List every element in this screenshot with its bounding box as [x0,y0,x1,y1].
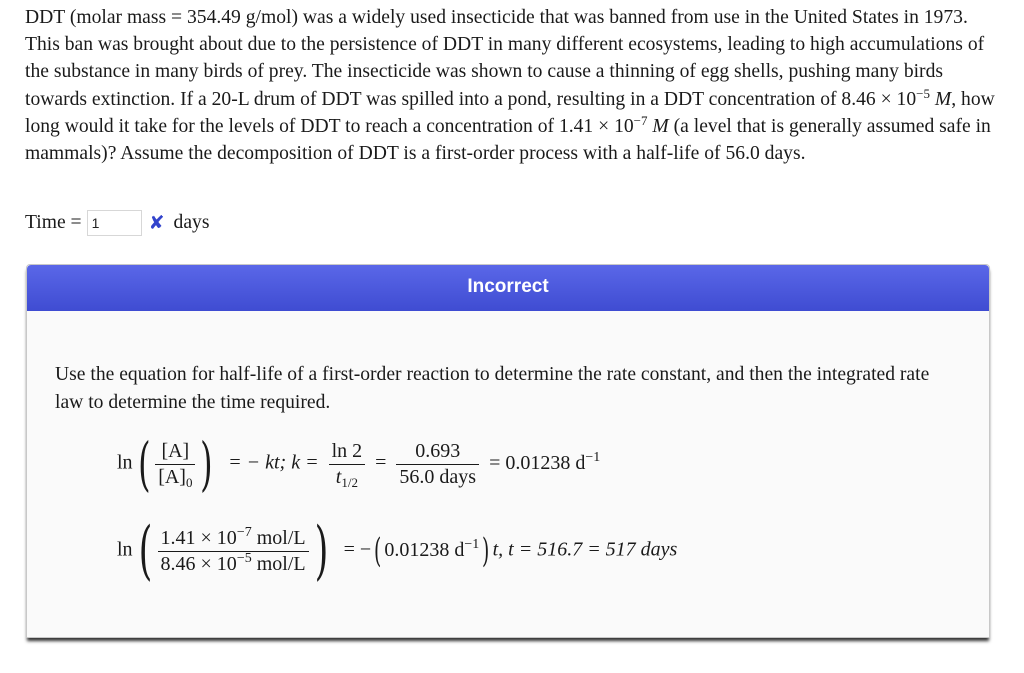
thalf-denominator: $t_{1/2}$ [335,465,358,490]
right-paren: ) [314,514,328,588]
ln2-numerator: ln 2 [329,440,366,465]
time-result: t, t = 516.7 = 517 days [492,538,678,561]
x-mark-icon: ✘ [148,212,165,234]
answer-input[interactable] [87,210,142,236]
integrated-rate-equation [117,514,678,588]
rate-right-paren: ) [482,531,490,571]
rate-constant-equation [117,430,601,498]
equals-sign: = [375,451,387,474]
concentration-fraction [158,524,309,576]
answer-unit: days [173,212,210,233]
feedback-text: Use the equation for half-life of a first-order reaction to determine the rate constant, and then the integrated rate law to determine the time required. [55,364,930,413]
feedback-panel [26,264,990,638]
answer-row [25,208,209,238]
half-life-fraction [329,440,366,489]
final-concentration: $1.41 \times 10^{-7}$ mol/L [158,527,309,552]
initial-concentration: $8.46 \times 10^{-5}$ mol/L [160,550,306,575]
rate-value: 0.01238 $d^{-1}$ [384,536,480,561]
value-numerator: 0.693 [396,440,479,465]
question-text: DDT (molar mass = 354.49 g/mol) was a widely used insecticide that was banned from use in the United States in 1973. This ban was brought about due to the persistence of DDT in many different ecosystems, leading to high accumulations of the substance in many birds of prey. The insecticide was shown to cause a thinning of egg shells, pushing many birds towards extinction. If a 20-L drum of DDT was spilled into a pond, resulting in a DDT concentration of $8.46 \times 10^{-5}$ M, how long would it take for the levels of DDT to reach a concentration of $1.41 \times 10^{-7}$ M (a level that is generally assumed safe in mammals)? Assume the decomposition of DDT is a first-order process with a half-life of 56.0 days. [25,7,995,165]
ratio-denominator: $[A]_0$ [158,465,193,490]
ln-label: ln [117,451,133,474]
feedback-title: Incorrect [27,265,989,311]
value-denominator: 56.0 days [399,465,477,488]
ratio-numerator: [A] [155,440,195,465]
rhs-start: = − [343,538,372,561]
right-paren: ) [200,430,214,498]
concentration-ratio [155,440,195,489]
left-paren: ( [138,514,152,588]
ln-label: ln [117,538,133,561]
value-fraction [396,440,479,489]
kt-expression: = − kt; k = [228,451,319,474]
left-paren: ( [137,430,151,498]
rate-constant-result: = 0.01238 $d^{-1}$ [489,449,601,474]
answer-label: Time = [25,212,82,233]
rate-left-paren: ( [374,531,382,571]
